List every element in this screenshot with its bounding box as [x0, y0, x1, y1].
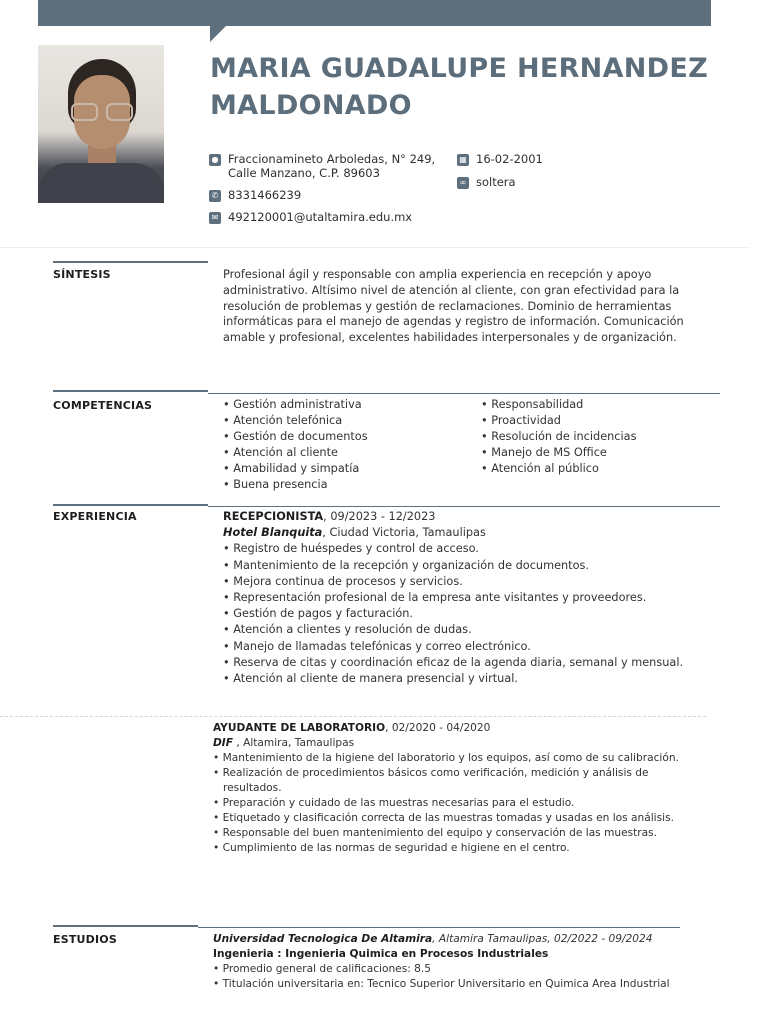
skill-item: • Manejo de MS Office: [481, 445, 636, 461]
job-duty: • Preparación y cuidado de las muestras necesarias para el estudio.: [213, 796, 693, 811]
job-duty: • Mantenimiento de la higiene del laboratorio y los equipos, así como de su calibración.: [213, 751, 693, 766]
skill-item: • Atención al cliente: [223, 445, 368, 461]
profile-photo: [38, 45, 164, 203]
marital-status-text: soltera: [476, 175, 516, 189]
degree-name: Ingenieria Quimica en Procesos Industriales: [285, 948, 549, 960]
skills-list-2: [481, 397, 636, 477]
school-details: , Altamira Tamaulipas, 02/2022 - 09/2024: [432, 933, 653, 945]
contact-birthdate: [457, 152, 543, 166]
school-name: Universidad Tecnologica De Altamira: [213, 933, 433, 945]
job-dates: , 02/2020 - 04/2020: [385, 722, 491, 734]
section-title-competencias: COMPETENCIAS: [53, 399, 153, 412]
top-banner: [38, 0, 711, 26]
skill-item: • Atención al público: [481, 461, 636, 477]
job-duties: [213, 751, 693, 856]
job-duty: • Atención al cliente de manera presencial y virtual.: [223, 671, 718, 687]
job-duty: • Registro de huéspedes y control de acceso.: [223, 541, 718, 557]
birthdate-text: 16-02-2001: [476, 152, 543, 166]
section-title-sintesis: SÍNTESIS: [53, 268, 111, 281]
skill-item: • Gestión de documentos: [223, 429, 368, 445]
phone-icon: ✆: [209, 190, 221, 202]
skill-item: • Gestión administrativa: [223, 397, 368, 413]
section-title-estudios: ESTUDIOS: [53, 933, 117, 946]
education-detail: • Titulación universitaria en: Tecnico Superior Universitario en Quimica Area Industrial: [213, 977, 693, 992]
skill-item: • Proactividad: [481, 413, 636, 429]
section-rule: [53, 925, 198, 927]
summary-text: Profesional ágil y responsable con amplia experiencia en recepción y apoyo administrativo. Altísimo nivel de atención al cliente, con gran efectividad para la resolución de problemas y gestión de reclamaciones. Dominio de herramientas informáticas para el manejo de agendas y registro de información. Comunicación amable y profesional, excelentes habilidades interpersonales y de organización.: [223, 268, 684, 345]
skills-list-1: [223, 397, 368, 493]
contact-address: [209, 152, 449, 180]
job-duties: [223, 541, 718, 687]
section-rule-light: [208, 393, 720, 394]
job-company: DIF: [213, 737, 233, 749]
job-duty: • Realización de procedimientos básicos como verificación, medición y análisis de resultados.: [213, 766, 693, 796]
job-duty: • Responsable del buen mantenimiento del equipo y conservación de las muestras.: [213, 826, 693, 841]
address-text: Fraccionamineto Arboledas, N° 249, Calle Manzano, C.P. 89603: [228, 152, 436, 180]
job-duty: • Etiquetado y clasificación correcta de las muestras tomadas y usadas en los análisis.: [213, 811, 693, 826]
degree-prefix: Ingenieria :: [213, 948, 286, 960]
job-duty: • Cumplimiento de las normas de seguridad e higiene en el centro.: [213, 841, 693, 856]
section-rule: [53, 504, 208, 506]
job-company: Hotel Blanquita: [223, 526, 323, 540]
page-break-divider: [0, 716, 706, 717]
banner-notch: [210, 26, 226, 42]
education-entry: [213, 932, 693, 992]
section-rule: [53, 261, 208, 263]
contact-email: [209, 210, 412, 224]
section-rule-light: [198, 927, 680, 928]
job-entry: [223, 509, 718, 687]
rings-icon: ∞: [457, 177, 469, 189]
job-duty: • Gestión de pagos y facturación.: [223, 606, 718, 622]
phone-text: 8331466239: [228, 188, 302, 202]
skill-item: • Resolución de incidencias: [481, 429, 636, 445]
map-pin-icon: ●: [209, 154, 221, 166]
job-duty: • Mejora continua de procesos y servicios.: [223, 574, 718, 590]
job-location: , Ciudad Victoria, Tamaulipas: [322, 526, 486, 540]
job-duty: • Reserva de citas y coordinación eficaz de la agenda diaria, semanal y mensual.: [223, 655, 718, 671]
job-dates: , 09/2023 - 12/2023: [323, 510, 436, 523]
job-duty: • Mantenimiento de la recepción y organización de documentos.: [223, 558, 718, 574]
skill-item: • Amabilidad y simpatía: [223, 461, 368, 477]
section-rule-light: [208, 506, 720, 507]
header-divider: [0, 247, 750, 248]
candidate-name: MARIA GUADALUPE HERNANDEZ MALDONADO: [210, 53, 709, 121]
contact-phone: [209, 188, 301, 202]
calendar-icon: ▦: [457, 154, 469, 166]
job-location: , Altamira, Tamaulipas: [232, 737, 355, 749]
section-rule: [53, 390, 208, 392]
skill-item: • Responsabilidad: [481, 397, 636, 413]
job-duty: • Atención a clientes y resolución de dudas.: [223, 622, 718, 638]
job-title: AYUDANTE DE LABORATORIO: [213, 722, 386, 734]
job-duty: • Representación profesional de la empresa ante visitantes y proveedores.: [223, 590, 718, 606]
mail-icon: ✉: [209, 212, 221, 224]
contact-marital-status: [457, 175, 516, 189]
education-details: [213, 962, 693, 992]
job-duty: • Manejo de llamadas telefónicas y correo electrónico.: [223, 639, 718, 655]
skill-item: • Atención telefónica: [223, 413, 368, 429]
job-title: RECEPCIONISTA: [223, 510, 324, 523]
education-detail: • Promedio general de calificaciones: 8.5: [213, 962, 693, 977]
section-title-experiencia: EXPERIENCIA: [53, 510, 137, 523]
email-text: 492120001@utaltamira.edu.mx: [228, 210, 413, 224]
skill-item: • Buena presencia: [223, 477, 368, 493]
job-entry: [213, 721, 693, 856]
